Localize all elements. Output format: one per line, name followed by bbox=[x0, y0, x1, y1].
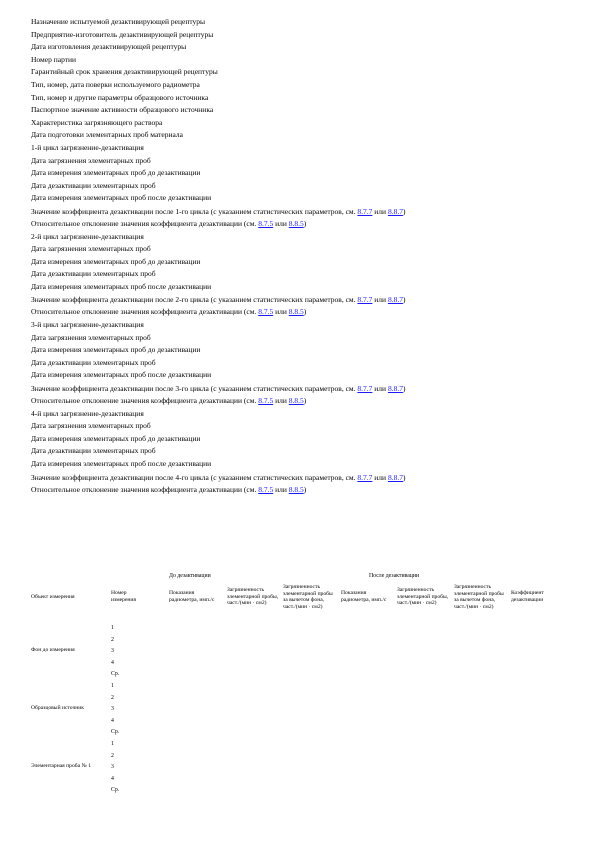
measurement-number: 3 bbox=[111, 764, 114, 771]
field-line-text: 4-й цикл загрязнение-дезактивация bbox=[31, 408, 144, 418]
row-group-label: Образцовый источник bbox=[31, 705, 84, 712]
field-line bbox=[31, 29, 471, 42]
field-line bbox=[31, 66, 471, 79]
measurement-number: 3 bbox=[111, 648, 114, 655]
field-line bbox=[31, 117, 471, 130]
field-line bbox=[31, 54, 471, 67]
field-line bbox=[31, 319, 471, 332]
measurements-table bbox=[31, 570, 571, 794]
measurement-number: Ср. bbox=[111, 729, 120, 736]
closing-paren: ) bbox=[402, 384, 406, 394]
header-readings-after: Показания радиометра, имп./с bbox=[341, 590, 387, 603]
header-object: Объект измерения bbox=[31, 594, 75, 600]
field-line-text: Значение коэффициента дезактивации после 1-го цикла (с указанием статистических параметров, см. bbox=[31, 206, 358, 216]
field-line-text: Дата измерения элементарных проб до дезактивации bbox=[31, 345, 201, 355]
link-separator: или bbox=[372, 472, 388, 482]
header-group-after: После дезактивации bbox=[369, 573, 420, 579]
field-line bbox=[31, 167, 471, 180]
field-line-text: Дата измерения элементарных проб до дезактивации bbox=[31, 168, 201, 178]
field-line-text: Относительное отклонение значения коэффициента дезактивации (см. bbox=[31, 218, 259, 228]
field-line-text: Паспортное значение активности образцового источника bbox=[31, 105, 214, 115]
clause-link[interactable]: 8.7.5 bbox=[258, 218, 274, 228]
clause-link[interactable]: 8.8.7 bbox=[387, 384, 403, 394]
field-line-text: Дата измерения элементарных проб после дезактивации bbox=[31, 459, 212, 468]
clause-link[interactable]: 8.7.5 bbox=[258, 307, 274, 317]
clause-link[interactable]: 8.7.7 bbox=[357, 206, 373, 216]
field-line-text: Дата дезактивации элементарных проб bbox=[31, 446, 156, 456]
field-line bbox=[31, 295, 471, 304]
field-line bbox=[31, 445, 471, 458]
closing-paren: ) bbox=[402, 472, 406, 482]
field-line bbox=[31, 41, 471, 54]
field-line-text: Дата загрязнения элементарных проб bbox=[31, 421, 151, 431]
closing-paren: ) bbox=[303, 396, 307, 406]
field-line-text: Дата измерения элементарных проб после дезактивации bbox=[31, 193, 212, 203]
field-line bbox=[31, 218, 471, 231]
field-line-text: 3-й цикл загрязнение-дезактивация bbox=[31, 320, 144, 330]
field-line bbox=[31, 484, 471, 497]
field-line bbox=[31, 92, 471, 105]
header-contamination-after: Загрязненность элементарной пробы, част./(мин · см2) bbox=[397, 587, 449, 607]
header-contamination-before-net: Загрязненность элементарной пробы за вычетом фона, част./(мин · см2) bbox=[283, 584, 333, 610]
clause-link[interactable]: 8.7.5 bbox=[258, 396, 274, 406]
measurement-number: Ср. bbox=[111, 787, 120, 794]
field-line bbox=[31, 142, 471, 155]
link-separator: или bbox=[372, 206, 388, 216]
header-number: Номер измерения bbox=[111, 590, 136, 603]
header-readings-before: Показания радиометра, имп./с bbox=[169, 590, 215, 603]
measurement-number: 4 bbox=[111, 717, 114, 724]
field-line bbox=[31, 79, 471, 92]
link-separator: или bbox=[273, 396, 289, 406]
field-line-text: 2-й цикл загрязнение-дезактивация bbox=[31, 231, 144, 241]
field-line bbox=[31, 420, 471, 433]
field-line bbox=[31, 433, 471, 446]
clause-link[interactable]: 8.8.7 bbox=[387, 206, 403, 216]
field-line-text: Значение коэффициента дезактивации после 2-го цикла (с указанием статистических параметров, см. bbox=[31, 295, 358, 305]
field-line bbox=[31, 369, 471, 382]
measurement-number: 2 bbox=[111, 636, 114, 643]
link-separator: или bbox=[273, 484, 289, 494]
field-line bbox=[31, 395, 471, 408]
field-line bbox=[31, 473, 471, 482]
field-line bbox=[31, 256, 471, 269]
field-line bbox=[31, 180, 471, 193]
link-separator: или bbox=[372, 384, 388, 394]
clause-link[interactable]: 8.8.5 bbox=[288, 396, 304, 406]
field-line bbox=[31, 243, 471, 256]
field-line-text: 1-й цикл загрязнение-дезактивация bbox=[31, 142, 144, 152]
field-line-text: Относительное отклонение значения коэффициента дезактивации (см. bbox=[31, 484, 259, 494]
clause-link[interactable]: 8.7.7 bbox=[357, 295, 373, 305]
field-line-text: Дата загрязнения элементарных проб bbox=[31, 332, 151, 342]
field-line bbox=[31, 408, 471, 421]
link-separator: или bbox=[273, 218, 289, 228]
closing-paren: ) bbox=[303, 484, 307, 494]
field-line-text: Дата загрязнения элементарных проб bbox=[31, 244, 151, 254]
field-line-text: Значение коэффициента дезактивации после 4-го цикла (с указанием статистических параметров, см. bbox=[31, 472, 358, 482]
field-line-text: Дата измерения элементарных проб до дезактивации bbox=[31, 433, 201, 443]
field-line-text: Относительное отклонение значения коэффициента дезактивации (см. bbox=[31, 307, 259, 317]
field-line-text: Дата измерения элементарных проб после дезактивации bbox=[31, 281, 212, 291]
row-group-label: Фон до измерения bbox=[31, 647, 75, 654]
link-separator: или bbox=[372, 295, 388, 305]
measurement-number: 1 bbox=[111, 625, 114, 631]
field-line bbox=[31, 344, 471, 357]
field-line-text: Предприятие-изготовитель дезактивирующей рецептуры bbox=[31, 29, 214, 39]
header-coefficient: Коэффициент дезактивации bbox=[511, 590, 544, 603]
measurement-number: 1 bbox=[111, 741, 114, 747]
header-contamination-after-net: Загрязненность элементарной пробы за вычетом фона, част./(мин · см2) bbox=[454, 584, 504, 610]
field-line-text: Дата измерения элементарных проб до дезактивации bbox=[31, 256, 201, 266]
measurement-number: 4 bbox=[111, 775, 114, 782]
field-line-text: Назначение испытуемой дезактивирующей рецептуры bbox=[31, 17, 206, 26]
clause-link[interactable]: 8.8.5 bbox=[288, 218, 304, 228]
field-line bbox=[31, 268, 471, 281]
field-line bbox=[31, 192, 471, 205]
field-line bbox=[31, 306, 471, 319]
clause-link[interactable]: 8.8.5 bbox=[288, 307, 304, 317]
field-line bbox=[31, 129, 471, 142]
clause-link[interactable]: 8.7.7 bbox=[357, 384, 373, 394]
field-line-text: Дата подготовки элементарных проб материала bbox=[31, 130, 183, 140]
row-group-label: Элементарная проба № 1 bbox=[31, 763, 91, 770]
field-line-text: Номер партии bbox=[31, 54, 77, 64]
measurement-number: Ср. bbox=[111, 671, 120, 678]
field-line-text: Тип, номер, дата поверки используемого радиометра bbox=[31, 79, 200, 89]
measurement-number: 1 bbox=[111, 683, 114, 689]
field-line bbox=[31, 104, 471, 117]
field-line bbox=[31, 332, 471, 345]
field-line bbox=[31, 357, 471, 370]
clause-link[interactable]: 8.7.5 bbox=[258, 484, 274, 494]
clause-link[interactable]: 8.8.7 bbox=[387, 295, 403, 305]
field-line-text: Тип, номер и другие параметры образцового источника bbox=[31, 92, 209, 102]
closing-paren: ) bbox=[303, 218, 307, 228]
measurement-number: 2 bbox=[111, 694, 114, 701]
field-line-text: Дата дезактивации элементарных проб bbox=[31, 357, 156, 367]
clause-link[interactable]: 8.7.7 bbox=[357, 472, 373, 482]
link-separator: или bbox=[273, 307, 289, 317]
field-line-text: Дата загрязнения элементарных проб bbox=[31, 155, 151, 165]
field-line bbox=[31, 231, 471, 244]
field-line-text: Дата измерения элементарных проб после дезактивации bbox=[31, 370, 212, 380]
field-line bbox=[31, 16, 471, 29]
closing-paren: ) bbox=[402, 206, 406, 216]
field-line-text: Дата изготовления дезактивирующей рецептуры bbox=[31, 42, 187, 52]
field-line bbox=[31, 281, 471, 294]
protocol-fields bbox=[31, 16, 471, 496]
field-line-text: Гарантийный срок хранения дезактивирующей рецептуры bbox=[31, 67, 218, 77]
field-line bbox=[31, 207, 471, 216]
clause-link[interactable]: 8.8.7 bbox=[387, 472, 403, 482]
clause-link[interactable]: 8.8.5 bbox=[288, 484, 304, 494]
field-line-text: Дата дезактивации элементарных проб bbox=[31, 269, 156, 279]
field-line bbox=[31, 458, 471, 471]
measurement-number: 4 bbox=[111, 659, 114, 666]
field-line-text: Дата дезактивации элементарных проб bbox=[31, 180, 156, 190]
measurement-number: 3 bbox=[111, 706, 114, 713]
header-group-before: До дезактивации bbox=[169, 573, 211, 579]
field-line-text: Относительное отклонение значения коэффициента дезактивации (см. bbox=[31, 396, 259, 406]
closing-paren: ) bbox=[402, 295, 406, 305]
field-line bbox=[31, 155, 471, 168]
field-line-text: Значение коэффициента дезактивации после 3-го цикла (с указанием статистических параметров, см. bbox=[31, 384, 358, 394]
header-contamination-before: Загрязненность элементарной пробы, част./(мин · см2) bbox=[227, 587, 279, 607]
closing-paren: ) bbox=[303, 307, 307, 317]
field-line bbox=[31, 384, 471, 393]
measurement-number: 2 bbox=[111, 752, 114, 759]
field-line-text: Характеристика загрязняющего раствора bbox=[31, 117, 163, 127]
